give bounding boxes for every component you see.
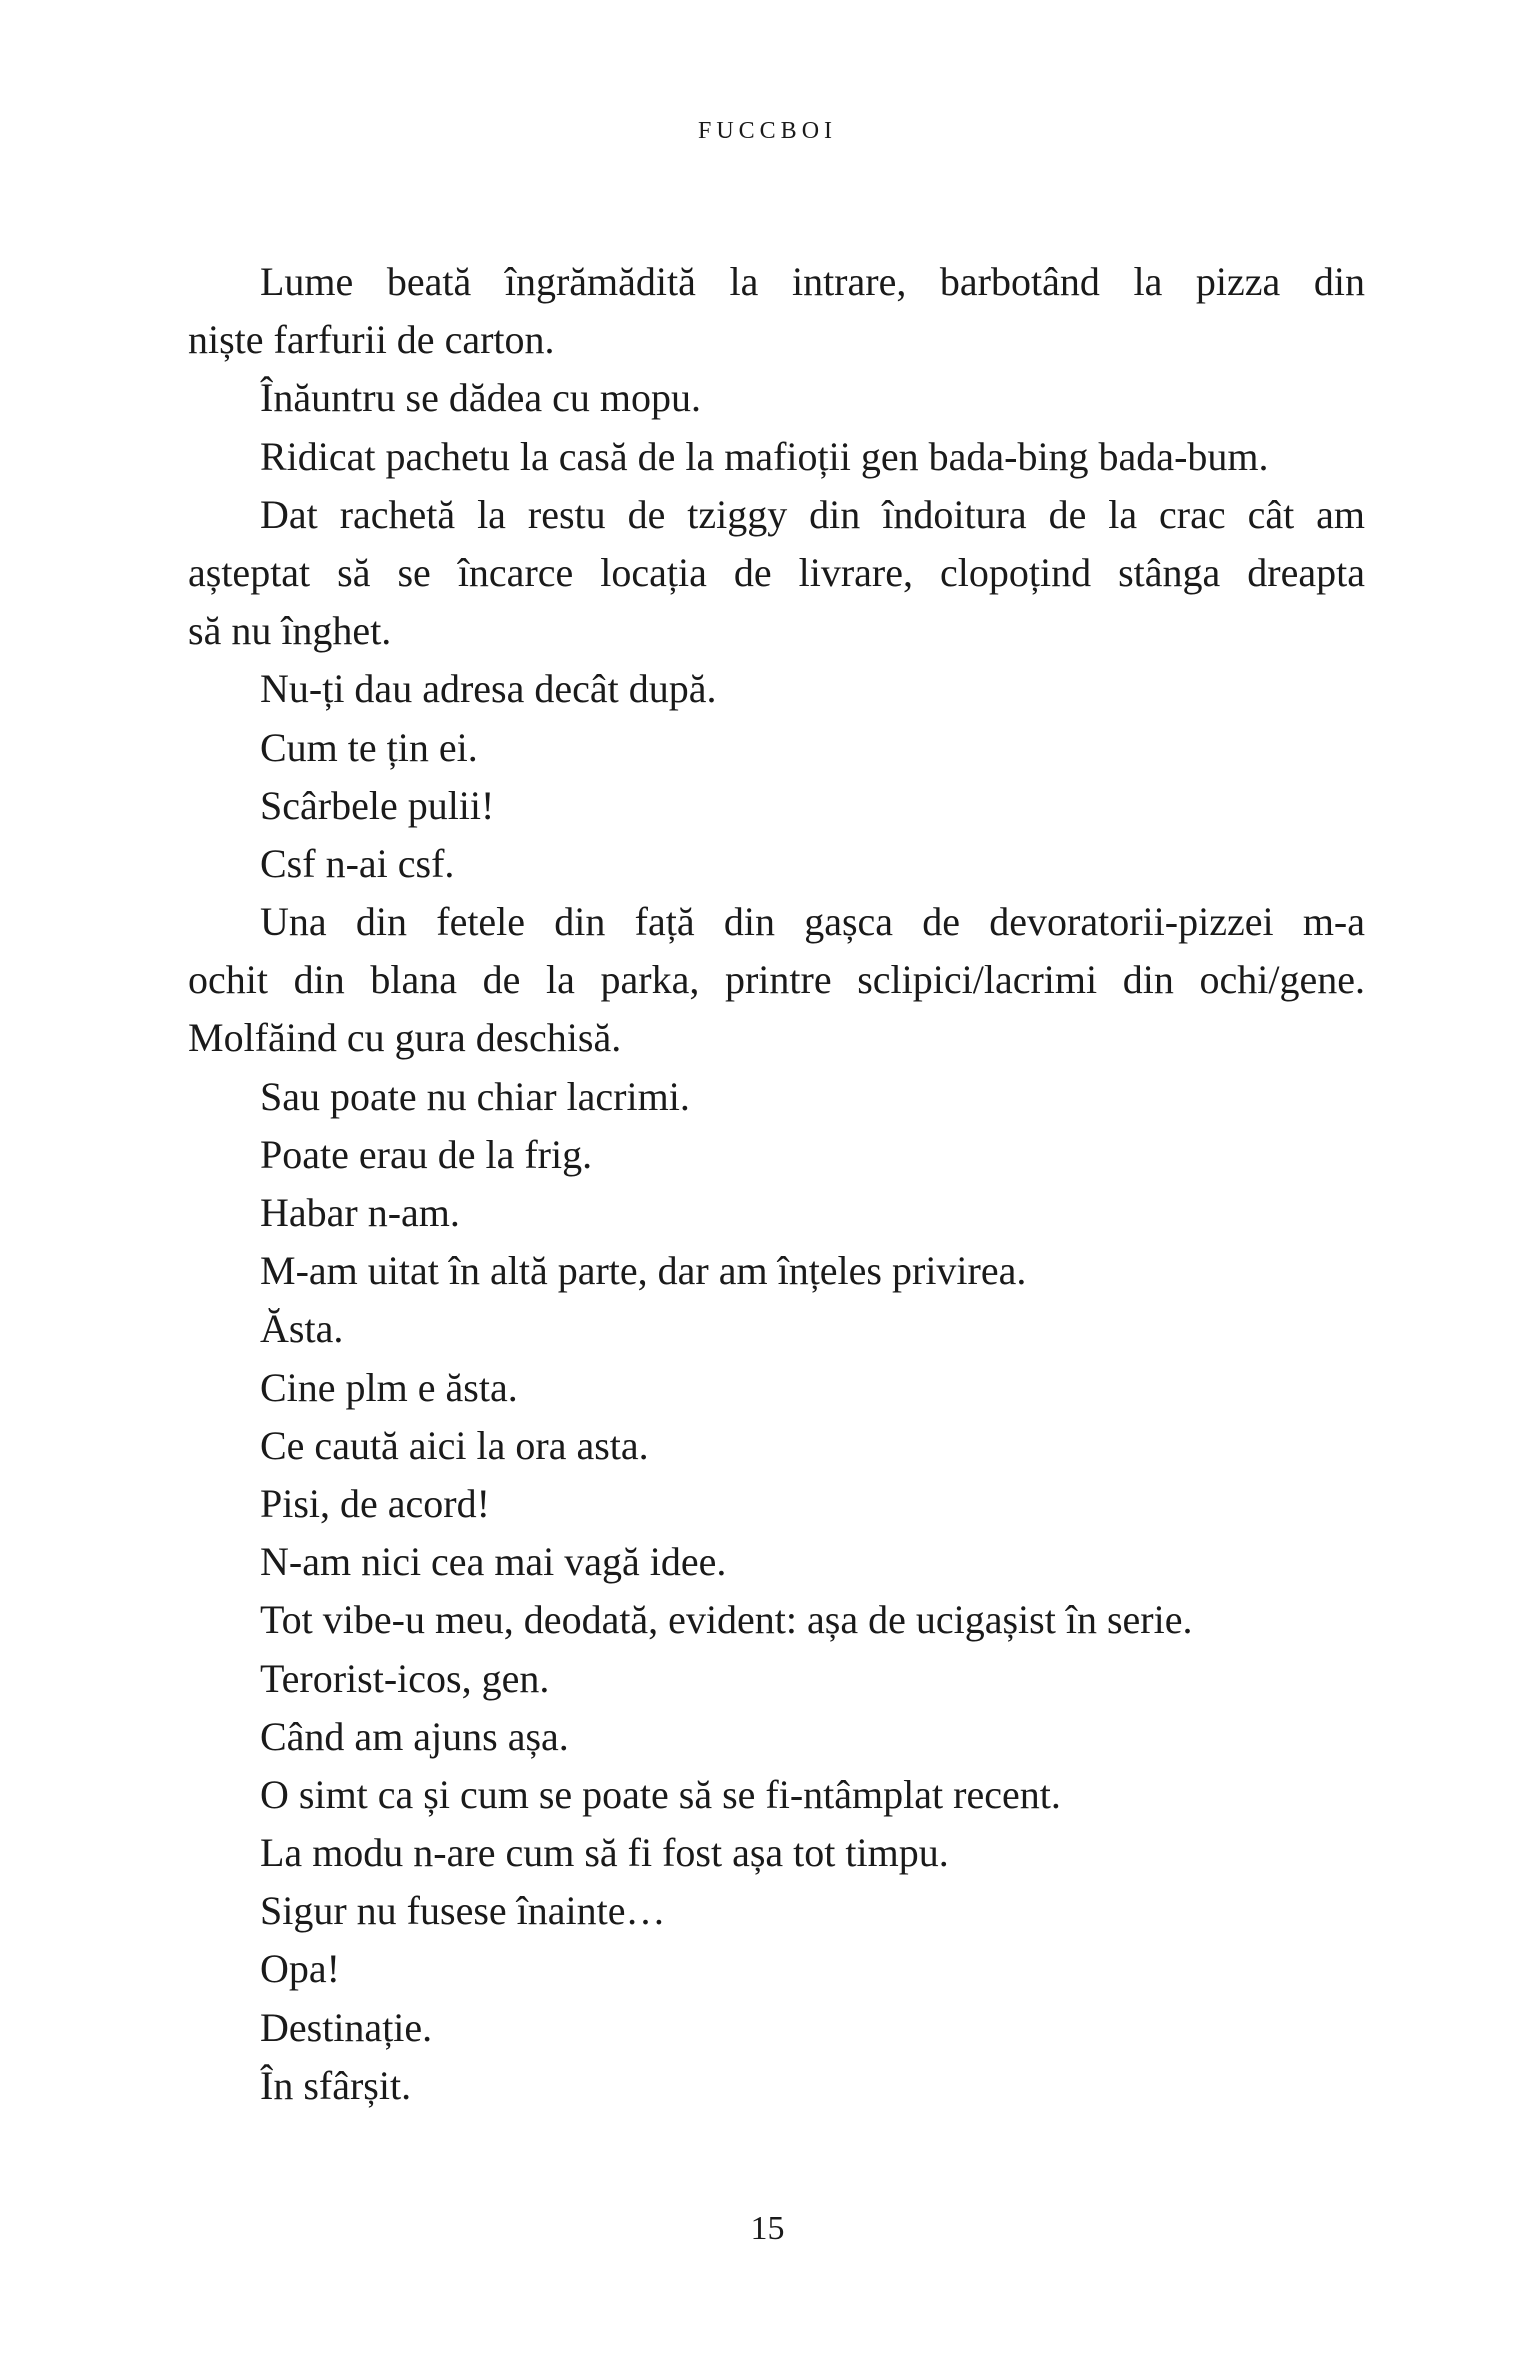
- paragraph: [188, 1242, 1365, 1300]
- text-line: Habar n-am.: [260, 1190, 460, 1235]
- paragraph: [188, 1533, 1365, 1591]
- text-line: Pisi, de acord!: [260, 1480, 490, 1526]
- text-line: Una din fetele din față din gașca de devoratorii-pizzei m-a: [260, 899, 1365, 945]
- text-line: M-am uitat în altă parte, dar am înțeles privirea.: [260, 1248, 1027, 1294]
- paragraph: [188, 2057, 1365, 2115]
- paragraph: [188, 1882, 1365, 1940]
- text-line: Poate erau de la frig.: [260, 1131, 593, 1177]
- text-line: Destinație.: [260, 2004, 433, 2050]
- paragraph: [188, 369, 1365, 427]
- text-line: Terorist-icos, gen.: [260, 1655, 550, 1701]
- paragraph: [188, 1940, 1365, 1998]
- paragraph: [188, 1650, 1365, 1708]
- text-line: Cine plm e ăsta.: [260, 1364, 518, 1410]
- paragraph: [188, 1708, 1365, 1766]
- paragraph: [188, 835, 1365, 893]
- text-line: să nu înghet.: [188, 608, 392, 654]
- text-line: Ce caută aici la ora asta.: [260, 1422, 649, 1468]
- paragraph: [188, 1591, 1365, 1649]
- page-number: 15: [750, 2210, 785, 2247]
- body-text: [188, 253, 1365, 2115]
- text-line: Sau poate nu chiar lacrimi.: [260, 1073, 690, 1119]
- paragraph: [188, 719, 1365, 777]
- paragraph: [188, 428, 1365, 486]
- text-line: Nu-ți dau adresa decât după.: [260, 666, 717, 712]
- text-line: Lume beată îngrămădită la intrare, barbotând la pizza din: [260, 259, 1365, 304]
- text-line: Ridicat pachetu la casă de la mafioții gen bada-bing bada-bum.: [260, 433, 1269, 479]
- paragraph: [188, 660, 1365, 718]
- text-line: Scârbele pulii!: [260, 782, 495, 828]
- paragraph: [188, 1068, 1365, 1126]
- paragraph: [188, 1417, 1365, 1475]
- text-line: Când am ajuns așa.: [260, 1713, 569, 1759]
- paragraph: [188, 1824, 1365, 1882]
- running-head: FUCCBOI: [697, 118, 838, 144]
- text-line: Opa!: [260, 1946, 340, 1992]
- paragraph: [188, 1475, 1365, 1533]
- text-line: Molfăind cu gura deschisă.: [188, 1015, 622, 1061]
- text-line: Csf n-ai csf.: [260, 840, 455, 886]
- text-line: așteptat să se încarce locația de livrare, clopoțind stânga dreapta: [188, 549, 1365, 595]
- paragraph: [188, 1184, 1365, 1242]
- text-line: Sigur nu fusese înainte…: [260, 1888, 666, 1934]
- text-line: N-am nici cea mai vagă idee.: [260, 1539, 727, 1585]
- paragraph: [188, 777, 1365, 835]
- paragraph: [188, 1300, 1365, 1358]
- paragraph: [188, 1999, 1365, 2057]
- paragraph: [188, 486, 1365, 661]
- paragraph: [188, 1359, 1365, 1417]
- text-line: Dat rachetă la restu de tziggy din îndoitura de la crac cât am: [260, 491, 1365, 537]
- text-line: Cum te țin ei.: [260, 724, 478, 770]
- text-line: Ăsta.: [260, 1306, 344, 1352]
- paragraph: [188, 1126, 1365, 1184]
- text-line: O simt ca și cum se poate să se fi-ntâmplat recent.: [260, 1771, 1061, 1817]
- text-line: În sfârșit.: [260, 2062, 412, 2108]
- text-line: ochit din blana de la parka, printre sclipici/lacrimi din ochi/gene.: [188, 957, 1365, 1003]
- paragraph: [188, 893, 1365, 1068]
- paragraph: [188, 1766, 1365, 1824]
- paragraph: [188, 253, 1365, 369]
- text-line: La modu n-are cum să fi fost așa tot timpu.: [260, 1830, 949, 1876]
- text-line: Tot vibe-u meu, deodată, evident: așa de ucigașist în serie.: [260, 1597, 1193, 1643]
- text-line: Înăuntru se dădea cu mopu.: [260, 375, 701, 421]
- text-line: niște farfurii de carton.: [188, 317, 555, 363]
